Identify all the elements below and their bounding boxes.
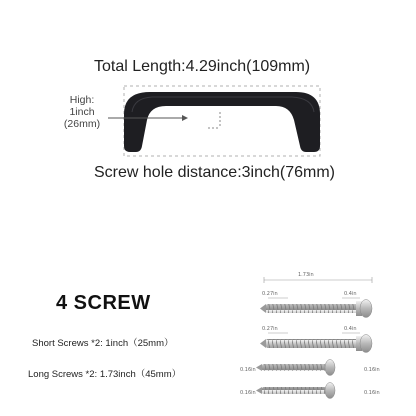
long-screws-spec: Long Screws *2: 1.73inch（45mm） bbox=[28, 369, 182, 380]
screw-count-heading: 4 SCREW bbox=[56, 292, 151, 314]
short-screw-diameter-label-2: 0.27in bbox=[262, 326, 278, 332]
long-screw-diameter-label-1: 0.16in bbox=[240, 367, 256, 373]
short-screw-1 bbox=[260, 298, 372, 318]
short-screws-spec: Short Screws *2: 1inch（25mm） bbox=[32, 338, 174, 349]
screw-hole-distance-label: Screw hole distance:3inch(76mm) bbox=[94, 164, 335, 181]
long-screw-diameter-label-3: 0.16in bbox=[240, 390, 256, 396]
screw-total-length-label: 1.73in bbox=[298, 272, 314, 278]
height-label-inch: 1inch bbox=[69, 106, 95, 118]
short-screw-diameter-label-1: 0.27in bbox=[262, 291, 278, 297]
long-screw-1 bbox=[256, 360, 335, 376]
short-screw-head-label-1: 0.4in bbox=[344, 291, 357, 297]
height-label-mm: (26mm) bbox=[63, 118, 101, 130]
long-screw-diameter-label-2: 0.16in bbox=[364, 367, 380, 373]
long-screw-diameter-label-4: 0.16in bbox=[364, 390, 380, 396]
height-label-title: High: bbox=[69, 94, 95, 106]
short-screw-head-label-2: 0.4in bbox=[344, 326, 357, 332]
short-screw-2 bbox=[260, 333, 372, 353]
long-screw-2 bbox=[256, 383, 335, 399]
total-length-label: Total Length:4.29inch(109mm) bbox=[94, 58, 311, 75]
